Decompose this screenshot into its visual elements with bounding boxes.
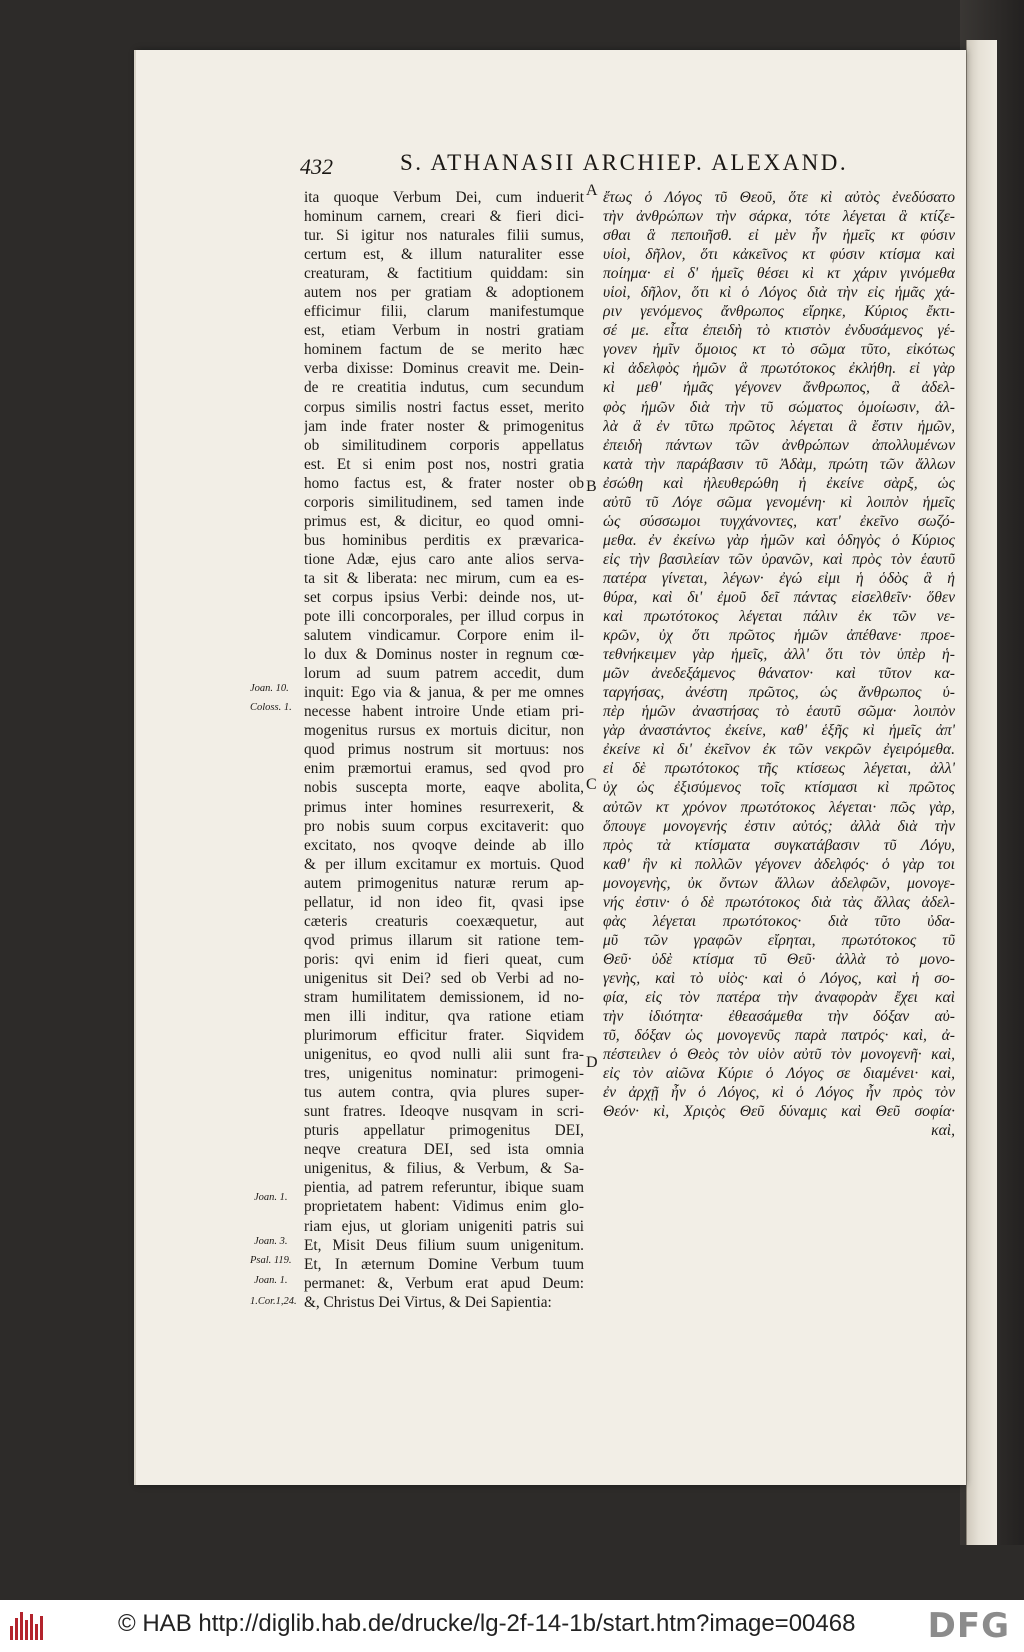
greek-text-line: φὸς ἡμῶν διὰ τὴν τῦ σώματος ὁμοίωσιν, ἀλ- — [603, 398, 955, 416]
greek-text-line: νής ἐστιν· ὁ δὲ πρωτότοκος διὰ τὰς ἄλλας ἀδελ- — [603, 893, 955, 911]
side-note: Joan. 1. — [254, 1192, 288, 1203]
latin-text-line: primus est, & dicitur, eo quod omni- — [304, 512, 584, 530]
side-note: Joan. 3. — [254, 1236, 288, 1247]
greek-text-line: κὶ ἀδελφὸς ἡμῶν ἃ πρωτότοκος ἐκλήθη. εἰ γὰρ — [603, 360, 955, 378]
greek-text-line: υἱοὶ, δῆλον, ὅτι κὶ ὁ Λόγος διὰ τὴν εἰς ἡμᾶς χά- — [603, 284, 955, 302]
greek-text-line: καὶ, — [931, 1122, 955, 1140]
greek-text-line: γονεν ἡμῖν ὅμοιος κτ τὸ σῶμα τῦτο, εἰκότως — [603, 341, 955, 359]
latin-text-line: nobis suscepta morte, eaqve abolita, — [304, 779, 584, 797]
greek-text-line: ὅπουγε μονογενής ἐστιν αὐτός; ἀλλὰ διὰ τὴν — [603, 817, 955, 835]
greek-text-line: ὐχ ὡς ἐξισύμενος τοῖς κτίσμασι κὶ πρῶτος — [603, 779, 955, 797]
latin-text-line: Et, Misit Deus filium suum unigenitum. — [304, 1236, 584, 1254]
latin-text-line: tres, unigenitus nominatur: primogeni- — [304, 1065, 584, 1083]
greek-text-line: τὴν ἰδιότητα· ἐθεασάμεθα τὴν δόξαν αὐ- — [603, 1008, 955, 1026]
latin-text-line: hominum carnem, creari & fieri dici- — [304, 208, 584, 226]
latin-text-line: tione Adæ, ejus caro ante alios serva- — [304, 550, 584, 568]
greek-text-line: πέστειλεν ὁ Θεὸς τὸν υἱὸν αὐτῦ τὸν μονογενῆ· καὶ, — [603, 1046, 955, 1064]
latin-text-line: pote illi concorporales, per illud corpus in — [304, 608, 584, 626]
latin-text-line: quod primus nostrum sit mortuus: nos — [304, 741, 584, 759]
greek-text-line: ὡς σύσσωμοι τυγχάνοντες, κατ' ἐκεῖνο σωζό- — [603, 512, 955, 530]
greek-text-line: εἰς τὴν βασιλείαν τῶν ὐρανῶν, καὶ πρὸς τὸν ἑαυτῦ — [603, 550, 955, 568]
latin-text-line: corporis similitudinem, sed tamen inde — [304, 493, 584, 511]
greek-text-line: κατὰ τὴν παράβασιν τῦ Ἀδὰμ, πρώτη τῶν ἄλλων — [603, 455, 955, 473]
side-note: 1.Cor.1,24. — [250, 1296, 297, 1307]
latin-text-line: tur. Si igitur nos naturales filii sumus, — [304, 227, 584, 245]
latin-text-line: de re creatitia indutus, cum secundum — [304, 379, 584, 397]
latin-text-line: salutem vindicamur. Corpore enim il- — [304, 627, 584, 645]
latin-text-line: ta sit & liberata: nec mirum, cum ea es- — [304, 569, 584, 587]
greek-text-line: λὰ ἃ ἐν τῦτω πρῶτος λέγεται ἃ ἔστιν ἡμῶν, — [603, 417, 955, 435]
greek-text-line: καὶ πρωτότοκος λέγεται πάλιν ἐκ τῶν νε- — [603, 608, 955, 626]
greek-text-line: ἔτως ὁ Λόγος τῦ Θεοῦ, ὅτε κὶ αὐτὸς ἐνεδύσατο — [603, 189, 955, 206]
latin-text-line: est. Et si enim post nos, nostri gratia — [304, 455, 584, 473]
greek-text-line: κρῶν, ὐχ ὅτι πρῶτος ἡμῶν ἀπέθανε· προε- — [603, 627, 955, 645]
latin-text-line: lorum ad suum patrem accedit, dum — [304, 665, 584, 683]
greek-text-line: φία, εἰς τὸν πατέρα τὴν ἀναφορὰν ἔχει καὶ — [603, 988, 955, 1006]
latin-text-line: inquit: Ego via & janua, & per me omnes — [304, 684, 584, 702]
greek-text-line: αὐτῶν κτ χρόνον πρωτότοκος λέγεται· πῶς γὰρ, — [603, 798, 955, 816]
latin-text-line: plurimorum efficitur frater. Siqvidem — [304, 1027, 584, 1045]
latin-text-line: men illi inditur, qva ratione etiam — [304, 1008, 584, 1026]
greek-text-line: μῶν ἀνεδεξάμενος θάνατον· καὶ τῦτον κα- — [603, 665, 955, 683]
page-header — [300, 150, 880, 180]
latin-text-line: tus autem contra, qvia plures super- — [304, 1084, 584, 1102]
latin-column — [304, 188, 584, 1312]
footer-url[interactable]: © HAB http://diglib.hab.de/drucke/lg-2f-14-1b/start.htm?image=00468 — [118, 1610, 856, 1637]
latin-text-line: proprietatem habent: Vidimus enim glo- — [304, 1198, 584, 1216]
footer-bar — [0, 1600, 1024, 1652]
greek-text-line: μονογενὴς, ὐκ ὄντων ἄλλων ἀδελφῶν, μονογε- — [603, 874, 955, 892]
greek-text-line: κὶ μεθ' ἡμᾶς γέγονεν ἄνθρωπος, ἃ ἀδελ- — [603, 379, 955, 397]
greek-text-line: ἐκείνε κὶ δι' ἐκεῖνον ἐκ τῶν νεκρῶν ἐγειρόμεθα. — [603, 741, 955, 759]
running-head: S. ATHANASII ARCHIEP. ALEXAND. — [400, 150, 849, 175]
side-note: Joan. 10. — [250, 683, 289, 694]
greek-text-line: Θεῦ· ὐδὲ κτίσμα τῦ Θεῦ· ἀλλὰ τὸ μονο- — [603, 950, 955, 968]
latin-text-line: certum est, & illum naturaliter esse — [304, 246, 584, 264]
latin-text-line: unigenitus, eo qvod nulli alii sunt fra- — [304, 1046, 584, 1064]
latin-text-line: ita quoque Verbum Dei, cum induerit — [304, 189, 584, 206]
greek-text-line: πὲρ ἡμῶν ἀναστήσας τὸ ἑαυτῦ σῶμα· λοιπὸν — [603, 703, 955, 721]
side-note: Joan. 1. — [254, 1275, 288, 1286]
greek-text-line: ἐπειδὴ πάντων τῶν ἀνθρώπων ἀπολλυμένων — [603, 436, 955, 454]
latin-text-line: enim præmortui eramus, sed qvod pro — [304, 760, 584, 778]
greek-text-line: γὰρ ἀναστάντος ἐκείνε, καθ' ἑξῆς κὶ ἡμεῖς ἀπ' — [603, 722, 955, 740]
latin-text-line: riam ejus, ut gloriam unigeniti patris sui — [304, 1217, 584, 1235]
greek-text-line: τῦ, δόξαν ὡς μονογενῦς παρὰ πατρός· καὶ, ἀ- — [603, 1027, 955, 1045]
next-page-edge — [966, 40, 997, 1545]
hab-logo-icon — [10, 1612, 44, 1640]
latin-text-line: neqve creatura DEI, sed ista omnia — [304, 1141, 584, 1159]
latin-text-line: unigenitus sit Dei? sed ob Verbi ad no- — [304, 969, 584, 987]
greek-text-line: ριν γενόμενος ἄνθρωπος εἴρηκε, Κύριος ἔκτι- — [603, 303, 955, 321]
latin-text-line: mogenitus rursus ex mortuis dicitur, non — [304, 722, 584, 740]
margin-letter-a: A — [586, 182, 598, 199]
greek-text-line: ἐσώθη καὶ ἠλευθερώθη ἡ ἐκείνε σὰρξ, ὡς — [603, 474, 955, 492]
latin-text-line: & per illum excitamur ex mortuis. Quod — [304, 855, 584, 873]
greek-text-line: ταργήσας, ἀνέστη πρῶτος, ὡς ἄνθρωπος ὑ- — [603, 684, 955, 702]
latin-text-line: necesse habent introire Unde etiam pri- — [304, 703, 584, 721]
dfg-logo: DFG — [927, 1606, 1010, 1646]
latin-text-line: primus inter homines resurrexerit, & — [304, 798, 584, 816]
latin-text-line: permanet: &, Verbum erat apud Deum: — [304, 1274, 584, 1292]
latin-text-line: ob similitudinem corporis appellatus — [304, 436, 584, 454]
latin-text-line: hominem factum de se merito hæc — [304, 341, 584, 359]
greek-text-line: εἰς τὸν αἰῶνα Κύριε ὁ Λόγος σε διαμένει· καὶ, — [603, 1065, 955, 1083]
lower-background — [0, 1545, 1024, 1600]
latin-text-line: &, Christus Dei Virtus, & Dei Sapientia: — [304, 1293, 552, 1311]
greek-text-line: ἐν ἀρχῇ ἦν ὁ Λόγος, κὶ ὁ Λόγος ἦν πρὸς τὸν — [603, 1084, 955, 1102]
side-note: Coloss. 1. — [250, 702, 292, 713]
latin-text-line: creaturam, & factitium quiddam: sin — [304, 265, 584, 283]
greek-text-line: υἱοὶ, δῆλον, ὅτι κἀκεῖνος κτ φύσιν κτίσμα καὶ — [603, 246, 955, 264]
latin-text-line: stram humilitatem demissionem, id no- — [304, 988, 584, 1006]
margin-letter-c: C — [586, 776, 597, 793]
latin-text-line: lo dux & Dominus noster in regnum cœ- — [304, 646, 584, 664]
greek-text-line: ποίημα· εἰ δ' ἡμεῖς θέσει κὶ κτ χάριν γινόμεθα — [603, 265, 955, 283]
latin-text-line: est, etiam Verbum in nostri gratiam — [304, 322, 584, 340]
latin-text-line: set corpus ipsius Verbi: deinde nos, ut- — [304, 588, 584, 606]
greek-text-line: εἰ δὲ πρωτότοκος τῆς κτίσεως λέγεται, ἀλλ' — [603, 760, 955, 778]
latin-text-line: Et, In æternum Domine Verbum tuum — [304, 1255, 584, 1273]
latin-text-line: qvod primus illarum sit ratione tem- — [304, 931, 584, 949]
latin-text-line: bus hominibus perditis ex prævarica- — [304, 531, 584, 549]
greek-text-line: μῦ τῶν γραφῶν εἴρηται, πρωτότοκος τῦ — [603, 931, 955, 949]
latin-text-line: pientia, ad patrem referuntur, ibique suam — [304, 1179, 584, 1197]
margin-letter-b: B — [586, 478, 597, 495]
latin-text-line: corpus similis nostri factus esset, merito — [304, 398, 584, 416]
greek-text-line: μεθα. ἐν ἐκείνω γὰρ ἡμῶν καὶ ὁδηγὸς ὁ Κύριος — [603, 531, 955, 549]
greek-text-line: θύρα, καὶ δι' ἐμοῦ δεῖ πάντας εἰσελθεῖν· ὅθεν — [603, 588, 955, 606]
latin-text-line: autem nos per gratiam & adoptionem — [304, 284, 584, 302]
latin-text-line: jam inde frater noster & primogenitus — [304, 417, 584, 435]
greek-text-line: φὰς λέγεται πρωτότοκος· διὰ τῦτο ὐδα- — [603, 912, 955, 930]
latin-text-line: unigenitus, & filius, & Verbum, & Sa- — [304, 1160, 584, 1178]
greek-text-line: καθ' ἣν κὶ πολλῶν γέγονεν ἀδελφός· ὁ γὰρ τοι — [603, 855, 955, 873]
greek-text-line: γενὴς, καὶ τὸ υἱὸς· καὶ ὁ Λόγος, καὶ ἡ σο- — [603, 969, 955, 987]
latin-text-line: cæteris creaturis coexæquetur, aut — [304, 912, 584, 930]
greek-text-line: σθαι ἃ πεποιῆσθ. εἰ μὲν ἦν ἡμεῖς κτ φύσιν — [603, 227, 955, 245]
page-number: 432 — [300, 154, 333, 179]
latin-text-line: efficimur filii, clarum manifestumque — [304, 303, 584, 321]
side-note: Psal. 119. — [250, 1255, 292, 1266]
greek-text-line: πατέρα γίνεται, λέγων· ἐγώ εἰμι ἡ ὁδὸς ἃ ἡ — [603, 569, 955, 587]
greek-text-line: Θεόν· κὶ, Χριςὸς Θεῦ δύναμις καὶ Θεῦ σοφία· — [603, 1103, 955, 1121]
latin-text-line: homo factus est, & frater noster ob — [304, 474, 584, 492]
greek-text-line: πρὸς τὰ κτίσματα συγκατάβασιν τῦ Λόγυ, — [603, 836, 955, 854]
latin-text-line: pro nobis suum corpus excitaverit: quo — [304, 817, 584, 835]
latin-text-line: pellatur, id non ideo fit, qvasi ipse — [304, 893, 584, 911]
latin-text-line: autem primogenitus naturæ rerum ap- — [304, 874, 584, 892]
margin-letter-d: D — [586, 1054, 598, 1071]
latin-text-line: verba dixisse: Dominus creavit me. Dein- — [304, 360, 584, 378]
latin-text-line: excitato, nos qvoqve deinde ab illo — [304, 836, 584, 854]
latin-text-line: pturis appellatur primogenitus DEI, — [304, 1122, 584, 1140]
greek-text-line: τὴν ἀνθρώπων τὴν σάρκα, τότε λέγεται ἃ κτίζε- — [603, 208, 955, 226]
greek-text-line: τεθνήκειμεν γὰρ ἡμεῖς, ἀλλ' ὅτι τὸν ὑπὲρ ἡ- — [603, 646, 955, 664]
latin-text-line: poris: qvi enim id fieri queat, cum — [304, 950, 584, 968]
greek-column — [603, 188, 955, 1140]
greek-text-line: αὐτῦ τῦ Λόγε σῶμα γενομένη· κὶ λοιπὸν ἡμεῖς — [603, 493, 955, 511]
greek-text-line: σέ με. εἶτα ἐπειδὴ τὸ κτιστὸν ἐνδυσάμενος γέ- — [603, 322, 955, 340]
latin-text-line: sunt fratres. Ideoqve nusqvam in scri- — [304, 1103, 584, 1121]
